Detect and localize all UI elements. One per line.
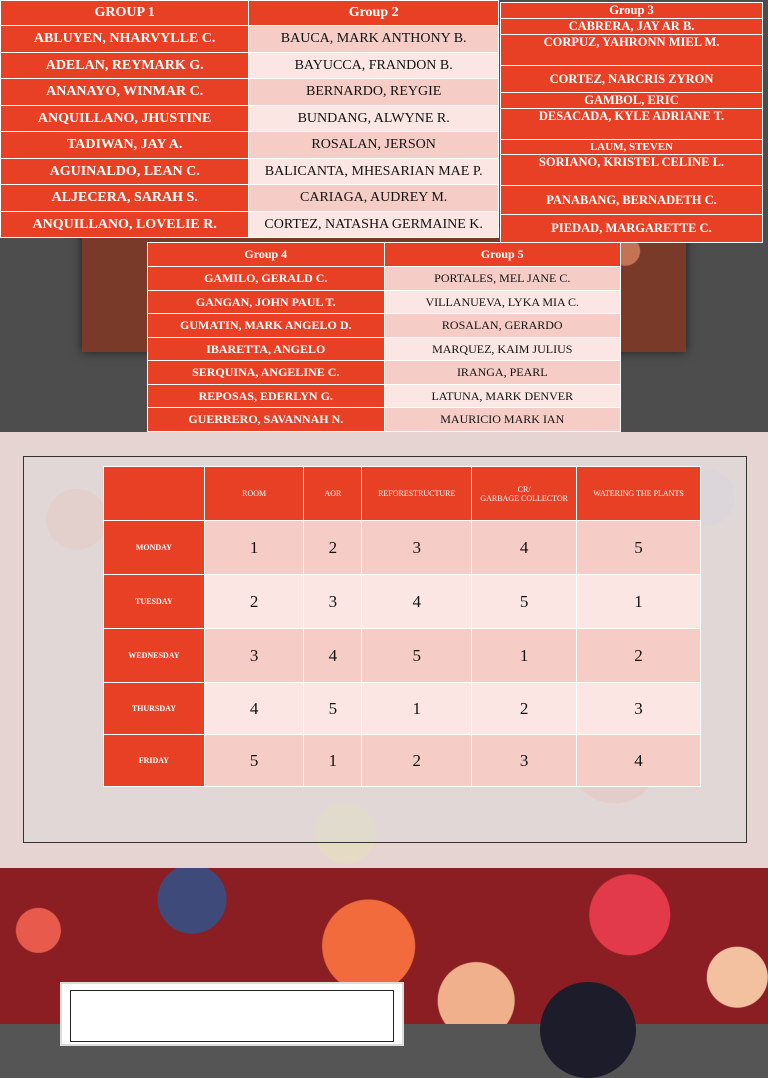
day-label: MONDAY — [104, 521, 205, 575]
schedule-cell: 4 — [362, 575, 472, 629]
group-1-member: ABLUYEN, NHARVYLLE C. — [1, 26, 249, 53]
group-3-member: PIEDAD, MARGARETTE C. — [501, 215, 763, 243]
group-5-header: Group 5 — [384, 243, 620, 267]
portrait-image — [540, 982, 636, 1078]
column-header-garbage-collector: GARBAGE COLLECTOR — [480, 493, 568, 503]
schedule-cell: 4 — [204, 683, 304, 735]
schedule-cell: 1 — [577, 575, 701, 629]
schedule-cell: 3 — [304, 575, 362, 629]
group-1-member: ANQUILLANO, JHUSTINE — [1, 106, 249, 132]
group-4-member: GUMATIN, MARK ANGELO D. — [148, 314, 385, 338]
day-label: FRIDAY — [104, 735, 205, 787]
schedule-cell: 4 — [304, 629, 362, 683]
schedule-cell: 3 — [577, 683, 701, 735]
group-3-member: LAUM, STEVEN — [501, 140, 763, 155]
column-header-reforestructure: REFORESTRUCTURE — [362, 467, 472, 521]
group-3-member: CORPUZ, YAHRONN MIEL M. — [501, 35, 763, 66]
group-2-member: CORTEZ, NATASHA GERMAINE K. — [249, 212, 499, 238]
group-5-member: LATUNA, MARK DENVER — [384, 385, 620, 408]
group-1-member: ANQUILLANO, LOVELIE R. — [1, 212, 249, 238]
group-4-member: GANGAN, JOHN PAUL T. — [148, 291, 385, 314]
group-3-member: GAMBOL, ERIC — [501, 93, 763, 109]
group-4-header: Group 4 — [148, 243, 385, 267]
day-label: TUESDAY — [104, 575, 205, 629]
groups-4-5-table — [147, 242, 621, 432]
group-5-member: MAURICIO MARK IAN — [384, 408, 620, 432]
schedule-cell: 3 — [204, 629, 304, 683]
schedule-cell: 5 — [362, 629, 472, 683]
group-2-member: BUNDANG, ALWYNE R. — [249, 106, 499, 132]
column-header-cr-garbage — [472, 467, 577, 521]
schedule-cell: 1 — [362, 683, 472, 735]
schedule-cell: 5 — [472, 575, 577, 629]
group-5-member: VILLANUEVA, LYKA MIA C. — [384, 291, 620, 314]
group-2-member: CARIAGA, AUDREY M. — [249, 185, 499, 212]
group-2-header: Group 2 — [249, 1, 499, 26]
group-3-header: Group 3 — [501, 3, 763, 19]
group-4-member: REPOSAS, EDERLYN G. — [148, 385, 385, 408]
corner-header-cell — [104, 467, 205, 521]
schedule-cell: 3 — [472, 735, 577, 787]
schedule-cell: 1 — [472, 629, 577, 683]
schedule-cell: 2 — [204, 575, 304, 629]
group-2-member: BAYUCCA, FRANDON B. — [249, 53, 499, 79]
group-3-member: CABRERA, JAY AR B. — [501, 19, 763, 35]
group-1-member: ANANAYO, WINMAR C. — [1, 79, 249, 106]
group-5-member: MARQUEZ, KAIM JULIUS — [384, 338, 620, 361]
schedule-cell: 1 — [204, 521, 304, 575]
group-2-member: ROSALAN, JERSON — [249, 132, 499, 159]
group-1-member: TADIWAN, JAY A. — [1, 132, 249, 159]
group-2-member: BALICANTA, MHESARIAN MAE P. — [249, 159, 499, 185]
column-header-room: ROOM — [204, 467, 304, 521]
schedule-cell: 2 — [577, 629, 701, 683]
column-header-aor: AOR — [304, 467, 362, 521]
day-label: WEDNESDAY — [104, 629, 205, 683]
group-1-member: AGUINALDO, LEAN C. — [1, 159, 249, 185]
schedule-cell: 1 — [304, 735, 362, 787]
schedule-cell: 5 — [304, 683, 362, 735]
group-5-member: ROSALAN, GERARDO — [384, 314, 620, 338]
group-1-member: ALJECERA, SARAH S. — [1, 185, 249, 212]
column-header-watering: WATERING THE PLANTS — [577, 467, 701, 521]
schedule-cell: 3 — [362, 521, 472, 575]
schedule-cell: 2 — [304, 521, 362, 575]
group-3-member: DESACADA, KYLE ADRIANE T. — [501, 109, 763, 140]
group-1-header: GROUP 1 — [1, 1, 249, 26]
group-4-member: GAMILO, GERALD C. — [148, 267, 385, 291]
schedule-cell: 2 — [362, 735, 472, 787]
group-5-member: IRANGA, PEARL — [384, 361, 620, 385]
group-5-member: PORTALES, MEL JANE C. — [384, 267, 620, 291]
group-4-member: IBARETTA, ANGELO — [148, 338, 385, 361]
group-1-member: ADELAN, REYMARK G. — [1, 53, 249, 79]
column-header-cr: CR/ — [517, 484, 531, 494]
schedule-cell: 4 — [472, 521, 577, 575]
groups-1-2-table — [0, 0, 499, 238]
day-label: THURSDAY — [104, 683, 205, 735]
group-3-member: PANABANG, BERNADETH C. — [501, 186, 763, 215]
schedule-cell: 5 — [204, 735, 304, 787]
group-4-member: SERQUINA, ANGELINE C. — [148, 361, 385, 385]
group-3-member: SORIANO, KRISTEL CELINE L. — [501, 155, 763, 186]
group-4-member: GUERRERO, SAVANNAH N. — [148, 408, 385, 432]
schedule-cell: 5 — [577, 521, 701, 575]
text-box-border — [70, 990, 394, 1042]
schedule-cell: 4 — [577, 735, 701, 787]
group-3-member: CORTEZ, NARCRIS ZYRON — [501, 66, 763, 93]
group-3-table — [500, 2, 763, 243]
cleaning-schedule-table — [103, 466, 701, 787]
group-2-member: BERNARDO, REYGIE — [249, 79, 499, 106]
schedule-cell: 2 — [472, 683, 577, 735]
group-2-member: BAUCA, MARK ANTHONY B. — [249, 26, 499, 53]
